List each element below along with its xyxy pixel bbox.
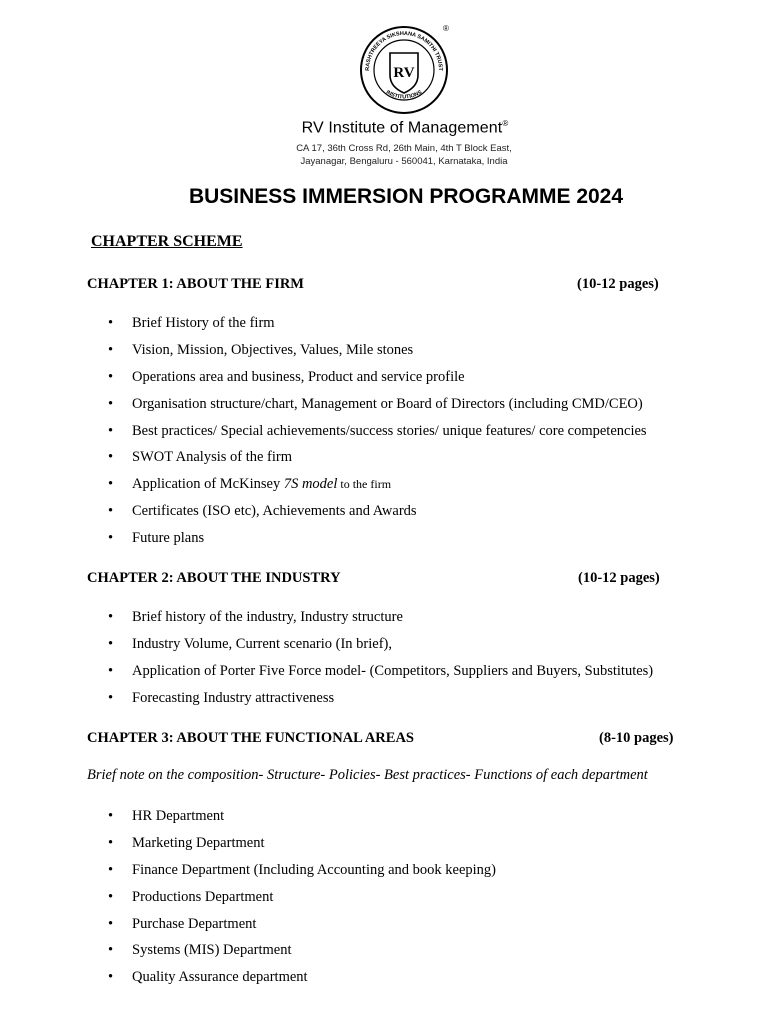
list-item	[108, 830, 496, 857]
list-item	[108, 884, 496, 911]
list-item-text: Best practices/ Special achievements/success stories/ unique features/ core competencies	[132, 422, 647, 439]
list-item	[108, 364, 647, 391]
list-item-emphasis: 7S model	[283, 476, 338, 493]
chapter-2-heading: CHAPTER 2: ABOUT THE INDUSTRY	[87, 570, 341, 586]
list-item	[108, 310, 647, 337]
bullet-icon: •	[108, 395, 114, 412]
list-item-text: Organisation structure/chart, Management or Board of Directors (including CMD/CEO)	[132, 395, 643, 412]
list-item-suffix: to the firm	[337, 477, 392, 492]
svg-text:RV: RV	[393, 65, 415, 81]
list-item	[108, 391, 647, 418]
chapter-3-note: Brief note on the composition- Structure- Policies- Best practices- Functions of each department	[87, 767, 648, 783]
bullet-icon: •	[108, 476, 114, 493]
registered-mark: ®	[443, 24, 449, 33]
list-item-text: Systems (MIS) Department	[132, 942, 292, 959]
bullet-icon: •	[108, 662, 114, 679]
list-item-text: Forecasting Industry attractiveness	[132, 689, 335, 706]
bullet-icon: •	[108, 422, 114, 439]
bullet-icon: •	[108, 609, 114, 625]
list-item-text: Finance Department (Including Accounting and book keeping)	[132, 861, 497, 878]
list-item-text: Productions Department	[132, 888, 274, 905]
list-item	[108, 498, 647, 525]
rv-logo-icon	[355, 25, 453, 115]
list-item-text: Operations area and business, Product and service profile	[132, 368, 465, 385]
list-item-text: SWOT Analysis of the firm	[132, 449, 293, 466]
bullet-icon: •	[108, 834, 114, 851]
chapter-3-list	[108, 803, 496, 991]
bullet-icon: •	[108, 969, 114, 986]
list-item-text: Quality Assurance department	[132, 969, 308, 986]
scheme-heading: CHAPTER SCHEME	[91, 233, 243, 250]
bullet-icon: •	[108, 808, 114, 824]
bullet-icon: •	[108, 315, 114, 331]
list-item	[108, 685, 653, 712]
list-item-text: Brief History of the firm	[132, 315, 275, 331]
bullet-icon: •	[108, 915, 114, 932]
list-item	[108, 604, 653, 631]
chapter-3-heading: CHAPTER 3: ABOUT THE FUNCTIONAL AREAS	[87, 730, 414, 746]
chapter-2-pages: (10-12 pages)	[578, 570, 660, 586]
bullet-icon: •	[108, 689, 114, 706]
bullet-icon: •	[108, 861, 114, 878]
list-item	[108, 631, 653, 658]
list-item-text: Vision, Mission, Objectives, Values, Mile stones	[132, 341, 414, 358]
list-item	[108, 964, 496, 991]
institute-name: RV Institute of Management®	[301, 119, 509, 137]
list-item	[108, 418, 647, 445]
bullet-icon: •	[108, 530, 114, 547]
list-item	[108, 337, 647, 364]
list-item	[108, 444, 647, 471]
list-item	[108, 911, 496, 938]
bullet-icon: •	[108, 341, 114, 358]
bullet-icon: •	[108, 635, 114, 652]
bullet-icon: •	[108, 368, 114, 385]
list-item	[108, 937, 496, 964]
list-item-text: Industry Volume, Current scenario (In brief),	[132, 635, 392, 652]
list-item-text: Certificates (ISO etc), Achievements and Awards	[132, 503, 417, 520]
list-item	[108, 857, 496, 884]
svg-text:RASHTREEYA SIKSHANA SAMITHI TR: RASHTREEYA SIKSHANA SAMITHI TRUST	[364, 30, 444, 71]
list-item-text: Application of Porter Five Force model- (Competitors, Suppliers and Buyers, Substitutes)	[132, 662, 654, 679]
list-item	[108, 658, 653, 685]
bullet-icon: •	[108, 503, 114, 520]
chapter-1-heading: CHAPTER 1: ABOUT THE FIRM	[87, 276, 304, 292]
list-item-text: Application of McKinsey	[132, 476, 284, 493]
page-title: BUSINESS IMMERSION PROGRAMME 2024	[188, 185, 624, 208]
svg-text:INSTITUTIONS: INSTITUTIONS	[384, 89, 424, 101]
chapter-2-list	[108, 604, 653, 712]
chapter-1-pages: (10-12 pages)	[577, 276, 659, 292]
bullet-icon: •	[108, 942, 114, 959]
list-item	[108, 803, 496, 830]
address-line-2: Jayanagar, Bengaluru - 560041, Karnataka, India	[300, 156, 508, 167]
list-item-text: Future plans	[132, 530, 205, 547]
bullet-icon: •	[108, 888, 114, 905]
bullet-icon: •	[108, 449, 114, 466]
chapter-3-pages: (8-10 pages)	[599, 730, 674, 746]
list-item-text: Purchase Department	[132, 915, 257, 932]
chapter-1-list	[108, 310, 647, 552]
list-item	[108, 525, 647, 552]
list-item-text: Brief history of the industry, Industry structure	[132, 609, 403, 625]
list-item-text: HR Department	[132, 808, 225, 824]
list-item-text: Marketing Department	[132, 834, 265, 851]
address-line-1: CA 17, 36th Cross Rd, 26th Main, 4th T Block East,	[296, 143, 512, 154]
list-item	[108, 471, 647, 498]
